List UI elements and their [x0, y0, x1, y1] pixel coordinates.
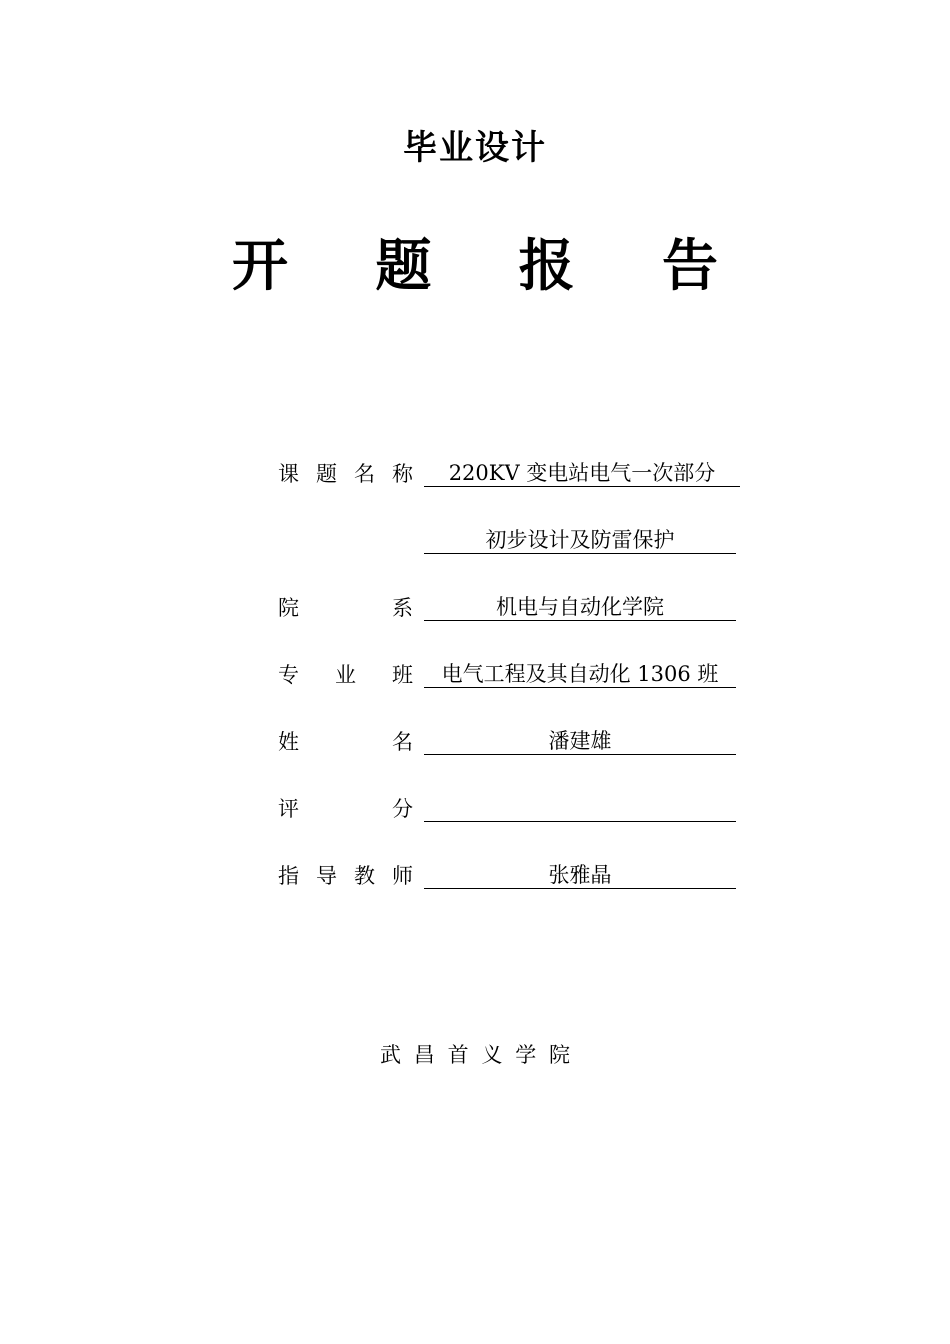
- label-char: 师: [392, 864, 413, 888]
- label-char: 导: [316, 864, 337, 888]
- label-char: 评: [278, 797, 299, 821]
- label-char: 分: [392, 797, 413, 821]
- label-char: 院: [278, 596, 299, 620]
- institution-char: 院: [548, 1043, 570, 1067]
- label-char: 业: [335, 663, 356, 687]
- main-title-char: 题: [375, 234, 432, 299]
- label-char: 名: [392, 730, 413, 754]
- advisor-row: [278, 857, 748, 924]
- name-row: [278, 723, 748, 790]
- score-field: [424, 790, 736, 822]
- main-title-char: 开: [232, 234, 288, 299]
- topic-row: [278, 455, 748, 522]
- label-char: 课: [278, 462, 299, 486]
- label-char: 称: [392, 462, 413, 486]
- topic-continuation-row: [278, 522, 748, 589]
- topic-label: [278, 459, 413, 489]
- department-field: 机电与自动化学院: [424, 589, 736, 621]
- label-char: 专: [278, 663, 299, 687]
- label-char: 姓: [278, 730, 299, 754]
- institution-char: 学: [515, 1043, 537, 1067]
- advisor-label: [278, 861, 413, 891]
- cover-info-form: [278, 455, 748, 924]
- topic-field-line1: 220KV 变电站电气一次部分: [424, 455, 740, 487]
- institution-char: 昌: [413, 1043, 435, 1067]
- name-label: [278, 727, 413, 757]
- department-label: [278, 593, 413, 623]
- institution-char: 武: [380, 1043, 401, 1067]
- institution-name: [380, 1040, 570, 1070]
- label-char: 题: [316, 462, 337, 486]
- main-title-char: 报: [518, 234, 575, 299]
- topic-field-line2: 初步设计及防雷保护: [424, 522, 736, 554]
- institution-char: 义: [481, 1043, 503, 1067]
- document-category-title: 毕业设计: [403, 128, 547, 168]
- label-char: 班: [392, 663, 413, 687]
- label-char: 教: [354, 864, 375, 888]
- department-row: [278, 589, 748, 656]
- score-row: [278, 790, 748, 857]
- label-char: 名: [354, 462, 375, 486]
- main-title-char: 告: [661, 234, 718, 299]
- label-char: 系: [392, 596, 413, 620]
- major-class-row: [278, 656, 748, 723]
- score-label: [278, 794, 413, 824]
- document-main-title: [225, 232, 725, 302]
- advisor-field: 张雅晶: [424, 857, 736, 889]
- institution-char: 首: [447, 1043, 469, 1067]
- major-class-field: 电气工程及其自动化 1306 班: [424, 656, 736, 688]
- label-char: 指: [278, 864, 299, 888]
- major-class-label: [278, 660, 413, 690]
- name-field: 潘建雄: [424, 723, 736, 755]
